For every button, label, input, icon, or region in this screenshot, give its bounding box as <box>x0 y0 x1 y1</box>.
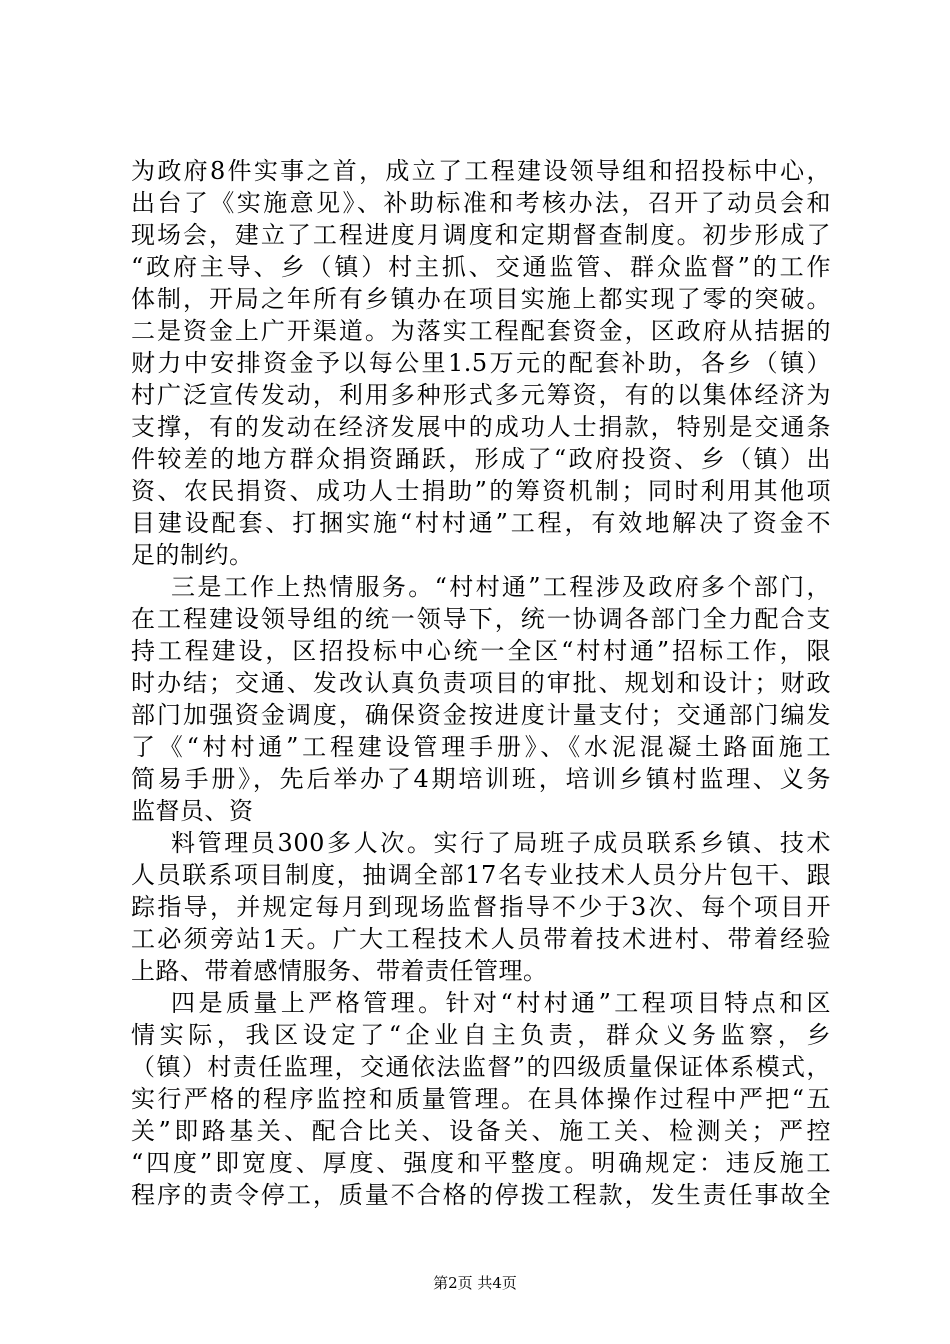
text-line: 实行严格的程序监控和质量管理。在具体操作过程中严把“五 <box>131 1085 831 1113</box>
text-line: 情实际，我区设定了“企业自主负责，群众义务监察，乡 <box>131 1021 831 1049</box>
text-line: 程序的责令停工，质量不合格的停拨工程款，发生责任事故全 <box>131 1181 831 1209</box>
text-line: 资、农民捐资、成功人士捐助”的筹资机制；同时利用其他项 <box>131 477 831 505</box>
document-body <box>131 155 831 1211</box>
paragraph-start-line: 三是工作上热情服务。“村村通”工程涉及政府多个部门， <box>171 573 831 601</box>
text-line: 村广泛宣传发动，利用多种形式多元筹资，有的以集体经济为 <box>131 381 831 409</box>
text-line: 持工程建设，区招投标中心统一全区“村村通”招标工作，限 <box>131 637 831 665</box>
text-line: 部门加强资金调度，确保资金按进度计量支付；交通部门编发 <box>131 701 831 729</box>
text-line: 支撑，有的发动在经济发展中的成功人士捐款，特别是交通条 <box>131 413 831 441</box>
text-line: 财力中安排资金予以每公里1.5万元的配套补助，各乡（镇） <box>131 349 831 377</box>
text-line: “政府主导、乡（镇）村主抓、交通监管、群众监督”的工作 <box>131 253 831 281</box>
text-line: 关”即路基关、配合比关、设备关、施工关、检测关；严控 <box>131 1117 831 1145</box>
text-line: 出台了《实施意见》、补助标准和考核办法，召开了动员会和 <box>131 189 831 217</box>
text-line: 时办结；交通、发改认真负责项目的审批、规划和设计；财政 <box>131 669 831 697</box>
text-line: 简易手册》，先后举办了4期培训班，培训乡镇村监理、义务 <box>131 765 831 793</box>
text-line: 体制，开局之年所有乡镇办在项目实施上都实现了零的突破。 <box>131 285 831 313</box>
text-line: 监督员、资 <box>131 797 254 825</box>
text-line: 为政府8件实事之首，成立了工程建设领导组和招投标中心， <box>131 157 831 185</box>
text-line: 上路、带着感情服务、带着责任管理。 <box>131 957 548 985</box>
text-line: 在工程建设领导组的统一领导下，统一协调各部门全力配合支 <box>131 605 831 633</box>
text-line: 二是资金上广开渠道。为落实工程配套资金，区政府从拮据的 <box>131 317 831 345</box>
text-line: 现场会，建立了工程进度月调度和定期督查制度。初步形成了 <box>131 221 831 249</box>
text-line: 踪指导，并规定每月到现场监督指导不少于3次、每个项目开 <box>131 893 831 921</box>
text-line: 人员联系项目制度，抽调全部17名专业技术人员分片包干、跟 <box>131 861 831 889</box>
text-line: 目建设配套、打捆实施“村村通”工程，有效地解决了资金不 <box>131 509 831 537</box>
page-footer <box>0 1272 950 1293</box>
paragraph-start-line: 料管理员300多人次。实行了局班子成员联系乡镇、技术 <box>171 829 831 857</box>
text-line: 了《“村村通”工程建设管理手册》、《水泥混凝土路面施工 <box>131 733 831 761</box>
page-number-label: 第2页 共4页 <box>433 1274 517 1292</box>
text-line: （镇）村责任监理，交通依法监督”的四级质量保证体系模式， <box>131 1053 831 1081</box>
text-line: “四度”即宽度、厚度、强度和平整度。明确规定：违反施工 <box>131 1149 831 1177</box>
paragraph-start-line: 四是质量上严格管理。针对“村村通”工程项目特点和区 <box>171 989 831 1017</box>
text-line: 足的制约。 <box>131 541 254 569</box>
text-line: 件较差的地方群众捐资踊跃，形成了“政府投资、乡（镇）出 <box>131 445 831 473</box>
text-line: 工必须旁站1天。广大工程技术人员带着技术进村、带着经验 <box>131 925 831 953</box>
